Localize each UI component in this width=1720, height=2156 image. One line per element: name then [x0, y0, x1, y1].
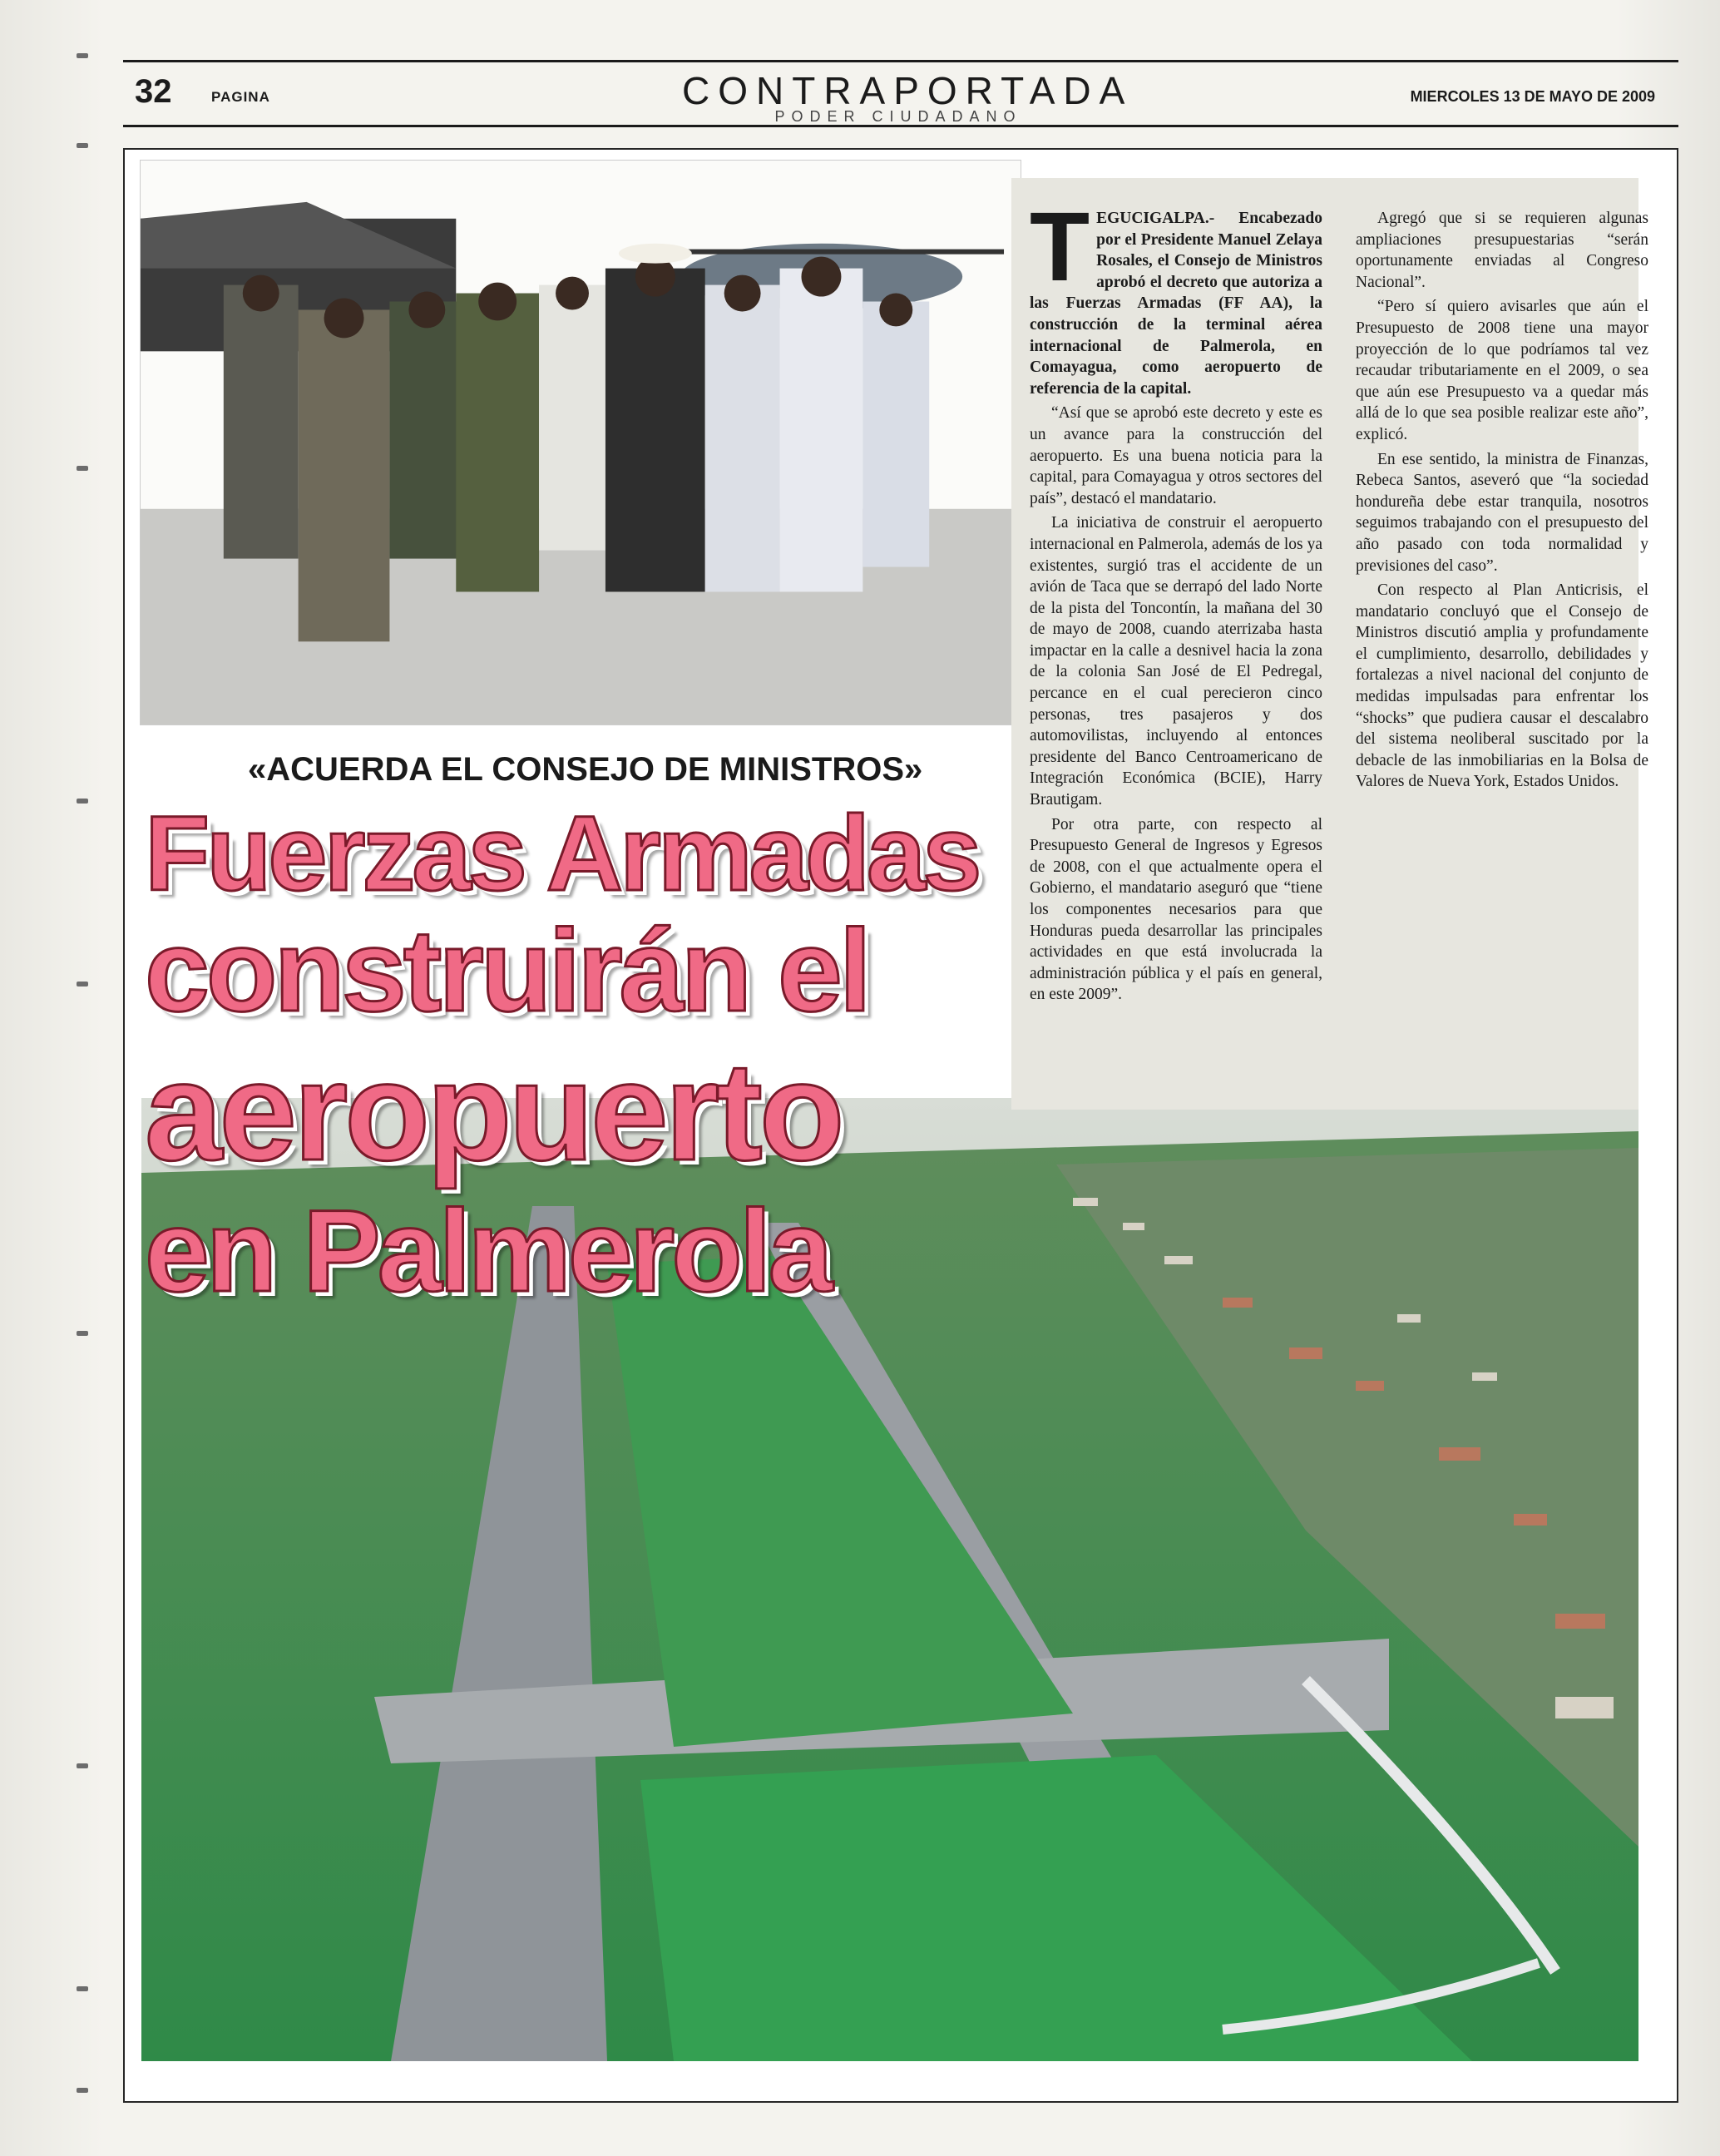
section-subtitle: PODER CIUDADANO: [774, 108, 1022, 125]
article-paragraph: “Así que se aprobó este decreto y este es un avance para la construcción del aeropuerto. Es una buena noticia para la capital, para Comayagua y otros sectores del país”, destacó el mandatario.: [1030, 404, 1322, 507]
binding-hole: [77, 143, 88, 148]
binding-hole: [77, 799, 88, 804]
article-paragraph: Con respecto al Plan Anticrisis, el mandatario concluyó que el Consejo de Ministros discutió amplia y profundamente el cumplimiento, desarrollo, debilidades y fortalezas a nivel nacional del conjunto de medidas impulsadas para enfrentar los “shocks” que pudiera causar el descalabro del sistema neoliberal suscitado por la debacle de las inmobiliarias en la Bolsa de Valores de Nueva York, Estados Unidos.: [1356, 581, 1648, 791]
top-rule: [123, 60, 1678, 62]
headline-line: construirán el: [145, 905, 868, 1036]
article-kicker: «ACUERDA EL CONSEJO DE MINISTROS»: [248, 751, 923, 788]
header-rule: [123, 125, 1678, 127]
lead-text: EGUCIGALPA.- Encabezado por el Presidente Manuel Zelaya Rosales, el Consejo de Ministros aprobó el decreto que autoriza a las Fuerzas Armadas (FF AA), la construcción de la terminal aérea internacional de Palmerola, en Comayagua, como aeropuerto de referencia de la capital.: [1030, 210, 1322, 398]
page-number: 32: [135, 73, 172, 110]
binding-hole: [77, 466, 88, 471]
binding-hole: [77, 1986, 88, 1991]
binding-hole: [77, 53, 88, 58]
article-paragraph: [1030, 192, 1322, 399]
headline-line: en Palmerola: [145, 1185, 830, 1316]
drop-cap: T: [1030, 192, 1090, 302]
binding-hole: [77, 1331, 88, 1336]
binding-hole: [77, 982, 88, 987]
article-paragraph: La iniciativa de construir el aeropuerto internacional en Palmerola, además de los ya existentes, surgió tras el accidente de un avión de Taca que se derrapó del lado Norte de la pista del Toncontín, la mañana del 30 de mayo de 2008, cuando aterrizaba hasta impactar en la calle a desnivel hacia la zona de la colonia San José de El Pedregal, percance en el cual perecieron cinco personas, tres pasajeros y dos automovilistas, incluyendo al entonces presidente del Banco Centroamericano de Integración Económica (BCIE), Harry Brautigam.: [1030, 514, 1322, 809]
article-column-2: [1356, 208, 1648, 796]
article-paragraph: Por otra parte, con respecto al Presupuesto General de Ingresos y Egresos de 2008, con el que actualmente opera el Gobierno, el mandatario aseguró que “tiene los componentes necesarios para que Honduras pueda desarrollar las principales actividades en que está involucrada la administración pública y el país en general, en este 2009”.: [1030, 815, 1322, 1004]
section-title: CONTRAPORTADA: [682, 69, 1134, 112]
headline-line: Fuerzas Armadas: [145, 794, 979, 913]
article-paragraph: “Pero sí quiero avisarles que aún el Presupuesto de 2008 tiene una mayor proyección de lo que podríamos tal vez recaudar tributariamente en el 2009, o sea que aún ese Presupuesto va a quedar más allá de lo que sea posible realizar este año”, explicó.: [1356, 298, 1648, 443]
issue-date: MIERCOLES 13 DE MAYO DE 2009: [1410, 88, 1655, 105]
article-paragraph: Agregó que si se requieren algunas ampliaciones presupuestarias “serán oportunamente enviadas al Congreso Nacional”.: [1356, 210, 1648, 291]
headline-line: aeropuerto: [145, 1033, 842, 1189]
binding-hole: [77, 2088, 88, 2093]
article-paragraph: En ese sentido, la ministra de Finanzas, Rebeca Santos, aseveró que “la sociedad hondureña debe estar tranquila, nosotros seguimos trabajando con el presupuesto del año pasado con toda normalidad y previsiones del caso”.: [1356, 450, 1648, 575]
ministers-walking-photo: [140, 160, 1021, 725]
page-label: PAGINA: [211, 89, 270, 105]
article-column-1: [1030, 192, 1322, 1009]
binding-hole: [77, 1763, 88, 1768]
